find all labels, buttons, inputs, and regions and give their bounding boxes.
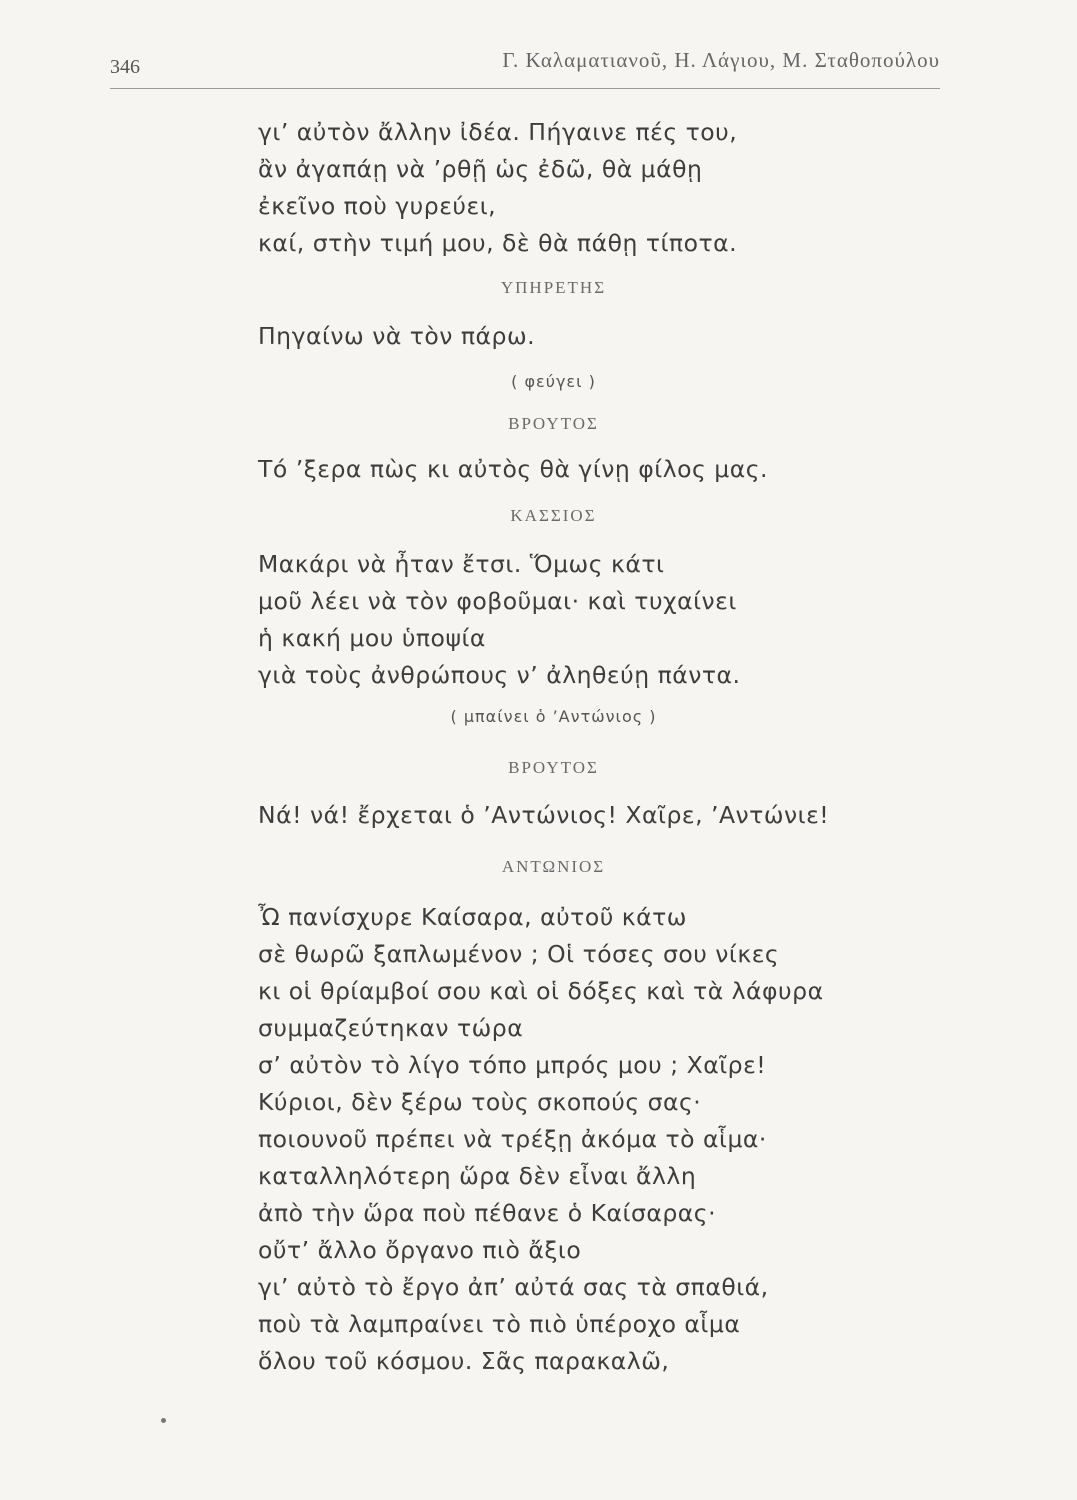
verse-line: Πηγαίνω νὰ τὸν πάρω. [258,322,536,350]
verse-line: ἡ κακή μου ὑποψία [258,624,486,652]
speaker-name: ΥΠΗΡΕΤΗΣ [500,278,607,297]
verse-line: Ὦ πανίσχυρε Καίσαρα, αὐτοῦ κάτω [258,903,687,931]
verse-line: Τό ’ξερα πὼς κι αὐτὸς θὰ γίνῃ φίλος μας. [258,455,768,483]
verse-line: ποιουνοῦ πρέπει νὰ τρέξῃ ἀκόμα τὸ αἷμα· [258,1125,767,1153]
speaker-name: ΒΡΟΥΤΟΣ [508,414,599,433]
page-number: 346 [110,56,140,78]
stage-direction: ( μπαίνει ὁ ’Αντώνιος ) [450,707,657,726]
verse-line: γι’ αὐτὸ τὸ ἔργο ἀπ’ αὐτά σας τὰ σπαθιά, [258,1273,769,1301]
page-header [110,48,940,89]
verse-line: Κύριοι, δὲν ξέρω τοὺς σκοπούς σας· [258,1088,702,1116]
ink-speck [161,1418,166,1423]
verse-line: γι’ αὐτὸν ἄλλην ἰδέα. Πήγαινε πές του, [258,118,738,146]
speaker-name: ΑΝΤΩΝΙΟΣ [501,857,606,876]
verse-line: οὔτ’ ἄλλο ὄργανο πιὸ ἄξιο [258,1236,582,1264]
verse-line: καί, στὴν τιμή μου, δὲ θὰ πάθῃ τίποτα. [258,229,738,257]
verse-line: σὲ θωρῶ ξαπλωμένον ; Οἱ τόσες σου νίκες [258,940,780,968]
verse-line: ὅλου τοῦ κόσμου. Σᾶς παρακαλῶ, [258,1347,670,1375]
verse-line: Μακάρι νὰ ἦταν ἔτσι. Ὅμως κάτι [258,550,665,578]
stage-direction: ( φεύγει ) [511,372,596,391]
speaker-name: ΚΑΣΣΙΟΣ [510,506,597,525]
verse-line: ἀπὸ τὴν ὥρα ποὺ πέθανε ὁ Καίσαρας· [258,1199,717,1227]
verse-line: ἐκεῖνο ποὺ γυρεύει, [258,192,497,220]
verse-line: ποὺ τὰ λαμπραίνει τὸ πιὸ ὑπέροχο αἷμα [258,1310,741,1338]
verse-line: γιὰ τοὺς ἀνθρώπους ν’ ἀληθεύῃ πάντα. [258,661,741,689]
verse-line: κι οἱ θρίαμβοί σου καὶ οἱ δόξες καὶ τὰ λάφυρα [258,977,824,1005]
speaker-name: ΒΡΟΥΤΟΣ [508,758,599,777]
verse-line: Νά! νά! ἔρχεται ὁ ’Αντώνιος! Χαῖρε, ’Αντώνιε! [258,801,830,829]
running-head: Γ. Καλαματιανοῦ, Η. Λάγιου, Μ. Σταθοπούλου [502,48,940,72]
verse-line: ἂν ἀγαπάῃ νὰ ’ρθῇ ὡς ἐδῶ, θὰ μάθῃ [258,155,703,183]
verse-line: καταλληλότερη ὥρα δὲν εἶναι ἄλλη [258,1162,697,1190]
verse-line: μοῦ λέει νὰ τὸν φοβοῦμαι· καὶ τυχαίνει [258,587,737,615]
verse-line: σ’ αὐτὸν τὸ λίγο τόπο μπρός μου ; Χαῖρε! [258,1051,767,1079]
verse-line: συμμαζεύτηκαν τώρα [258,1014,524,1042]
